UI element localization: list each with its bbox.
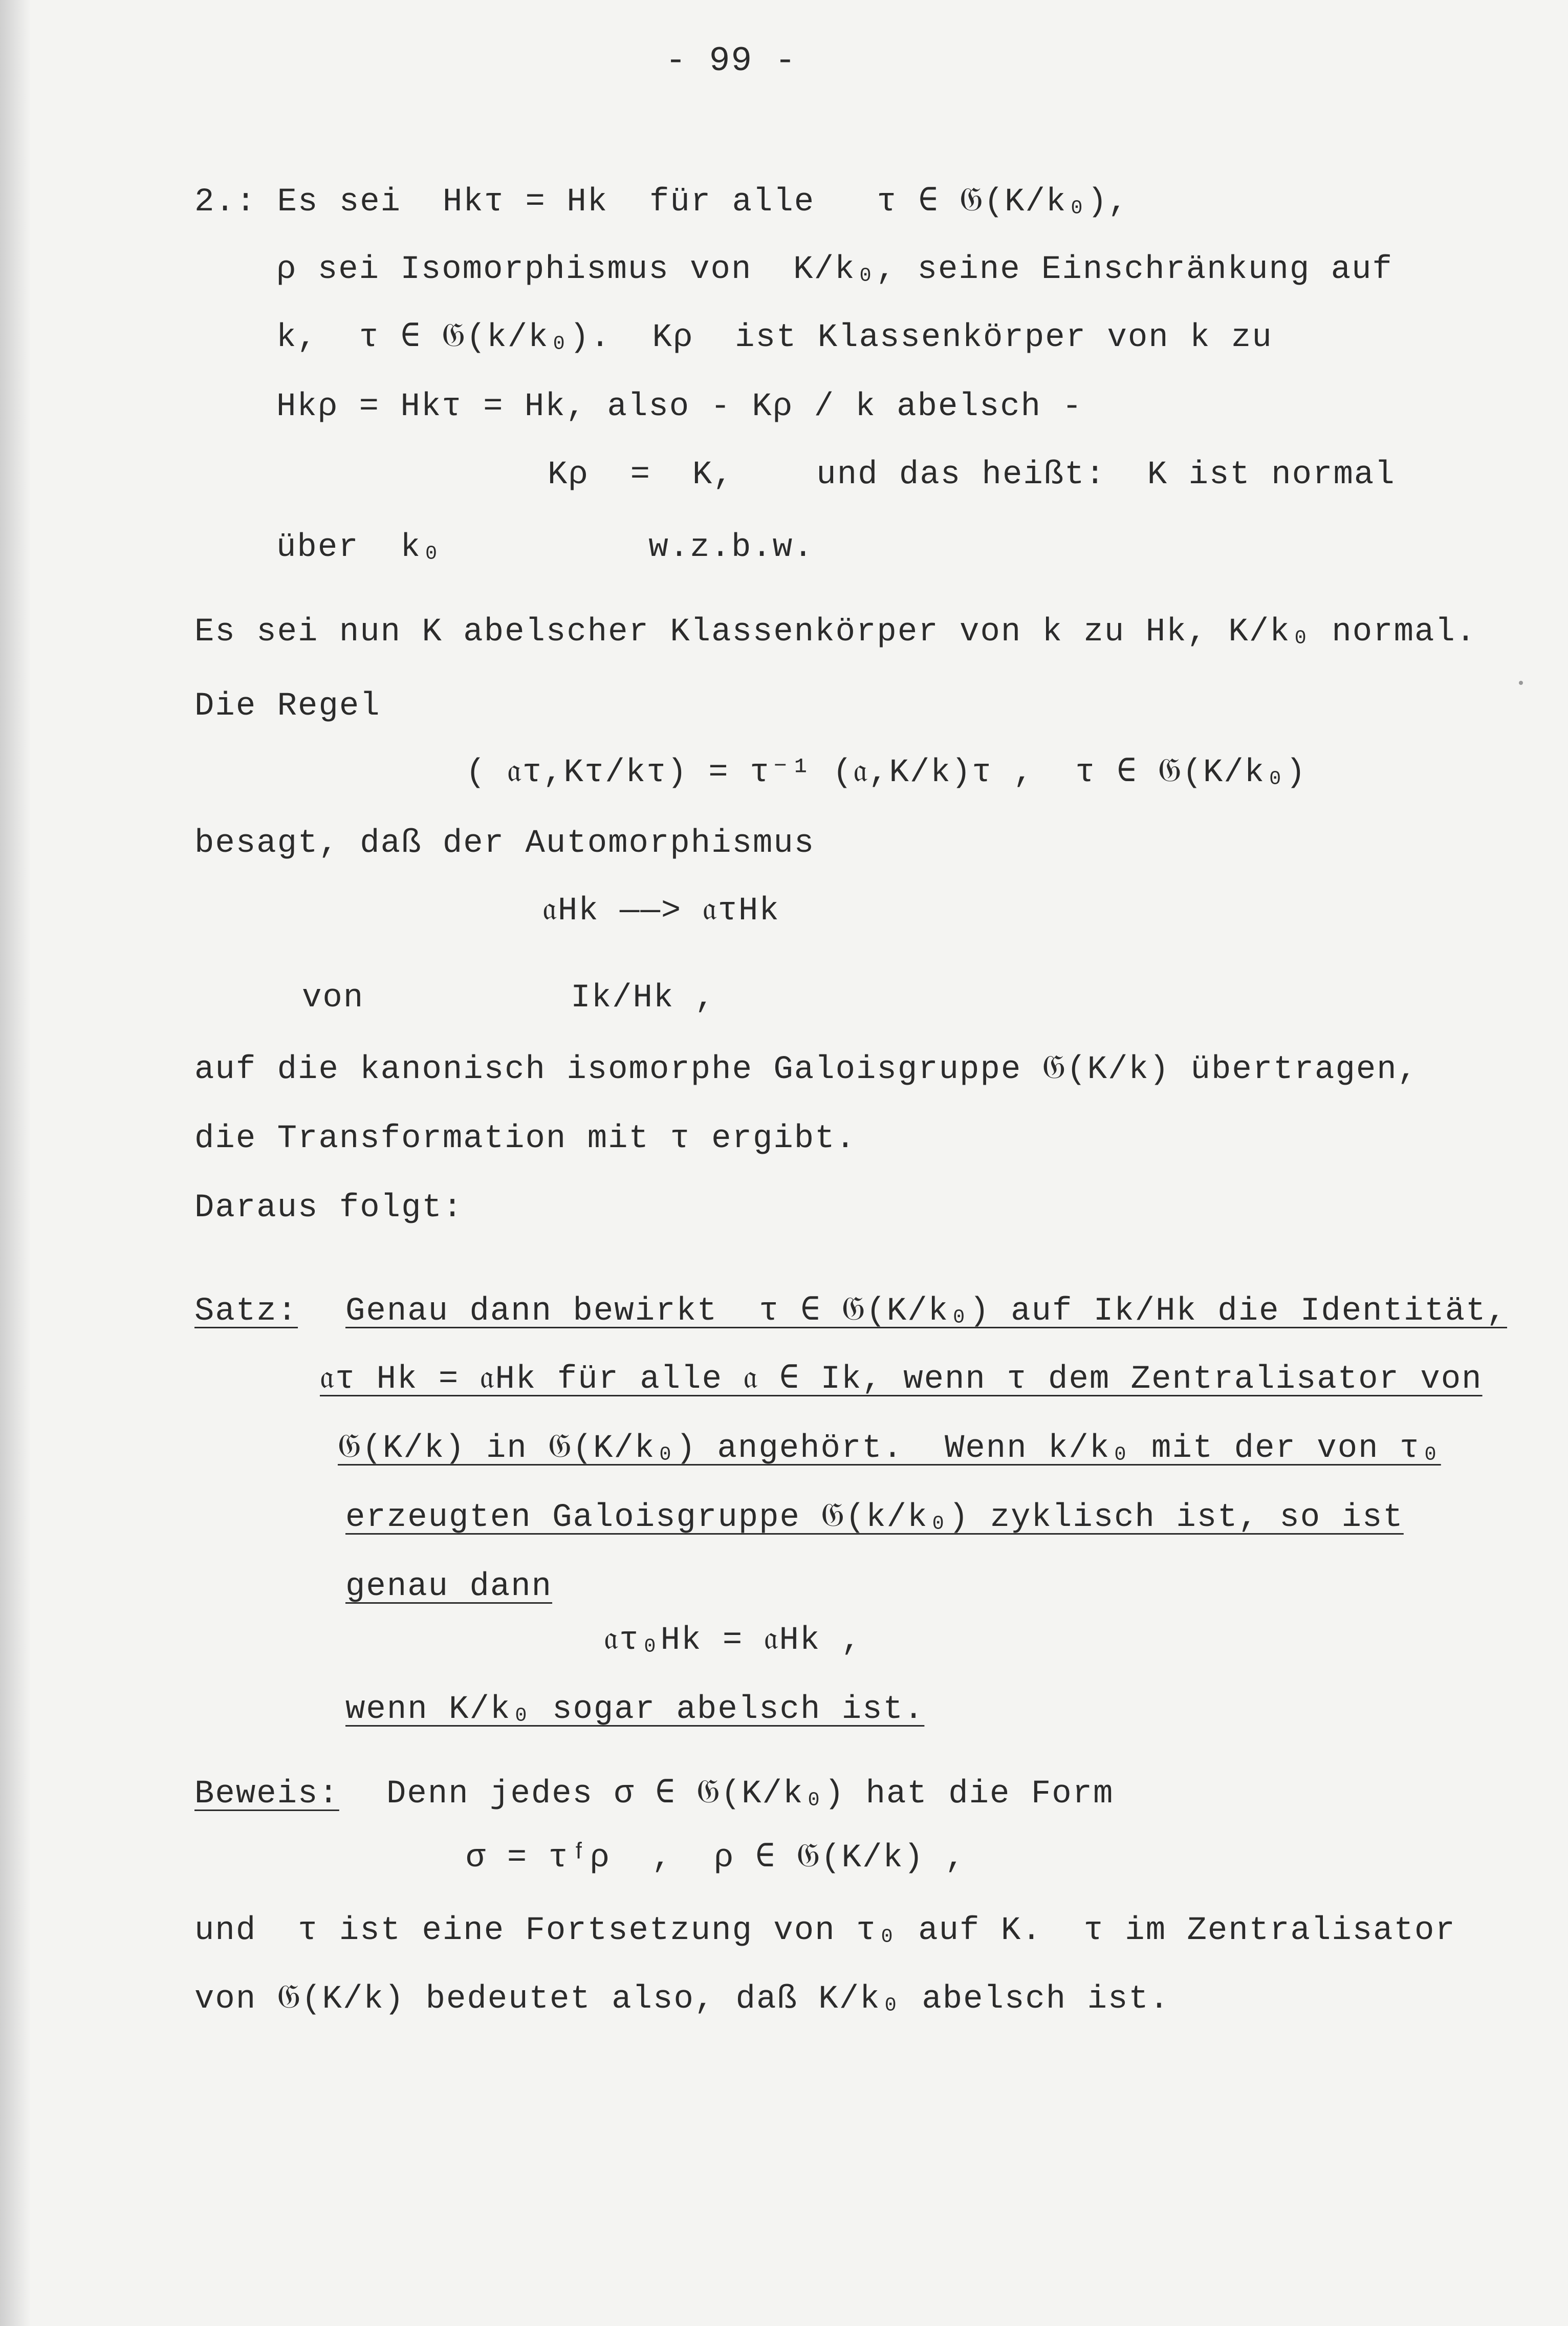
text-line-5: Kρ = K, und das heißt: K ist normal	[548, 457, 1396, 493]
text-line-15: Daraus folgt:	[194, 1190, 464, 1226]
beweis-line-4: von 𝔊(K/k) bedeutet also, daß K/k₀ abelsch ist.	[194, 1981, 1170, 2018]
satz-label: Satz:	[194, 1293, 298, 1330]
satz-line-2: 𝔞τ Hk = 𝔞Hk für alle 𝔞 ∈ Ik, wenn τ dem Zentralisator von	[320, 1361, 1483, 1398]
text-line-7: Es sei nun K abelscher Klassenkörper von k zu Hk, K/k₀ normal.	[194, 614, 1477, 651]
formula-automorphism: 𝔞Hk ——> 𝔞τHk	[542, 893, 780, 930]
text-line-3: k, τ ∈ 𝔊(k/k₀). Kρ ist Klassenkörper von k zu	[276, 319, 1273, 356]
page-number: - 99 -	[665, 41, 797, 81]
text-line-13: auf die kanonisch isomorphe Galoisgruppe 𝔊(K/k) übertragen,	[194, 1051, 1419, 1088]
text-line-14: die Transformation mit τ ergibt.	[194, 1121, 856, 1157]
beweis-formula: σ = τᶠρ , ρ ∈ 𝔊(K/k) ,	[466, 1840, 966, 1877]
satz-line-5: genau dann	[345, 1568, 553, 1605]
text-line-6: über k₀ w.z.b.w.	[276, 529, 814, 566]
text-line-12: von Ik/Hk ,	[302, 980, 716, 1017]
text-line-10: besagt, daß der Automorphismus	[194, 825, 815, 862]
text-line-1: 2.: Es sei Hkτ = Hk für alle τ ∈ 𝔊(K/k₀),	[194, 184, 1129, 221]
satz-line-3: 𝔊(K/k) in 𝔊(K/k₀) angehört. Wenn k/k₀ mit der von τ₀	[338, 1430, 1441, 1467]
satz-line-7: wenn K/k₀ sogar abelsch ist.	[345, 1691, 925, 1728]
text-line-2: ρ sei Isomorphismus von K/k₀, seine Einschränkung auf	[276, 251, 1393, 288]
beweis-label: Beweis:	[194, 1776, 339, 1813]
satz-formula: 𝔞τ₀Hk = 𝔞Hk ,	[604, 1622, 862, 1659]
satz-line-4: erzeugten Galoisgruppe 𝔊(k/k₀) zyklisch ist, so ist	[345, 1499, 1404, 1536]
text-line-8: Die Regel	[194, 688, 381, 725]
satz-line-1: Genau dann bewirkt τ ∈ 𝔊(K/k₀) auf Ik/Hk die Identität,	[345, 1293, 1507, 1330]
formula-regel: ( 𝔞τ,Kτ/kτ) = τ⁻¹ (𝔞,K/k)τ , τ ∈ 𝔊(K/k₀)	[466, 755, 1306, 791]
beweis-line-3: und τ ist eine Fortsetzung von τ₀ auf K. τ im Zentralisator	[194, 1912, 1456, 1949]
beweis-line-1: Denn jedes σ ∈ 𝔊(K/k₀) hat die Form	[386, 1776, 1114, 1813]
text-line-4: Hkρ = Hkτ = Hk, also - Kρ / k abelsch -	[276, 389, 1083, 425]
scan-speck	[1519, 681, 1523, 685]
scan-edge-shadow	[0, 0, 31, 2326]
